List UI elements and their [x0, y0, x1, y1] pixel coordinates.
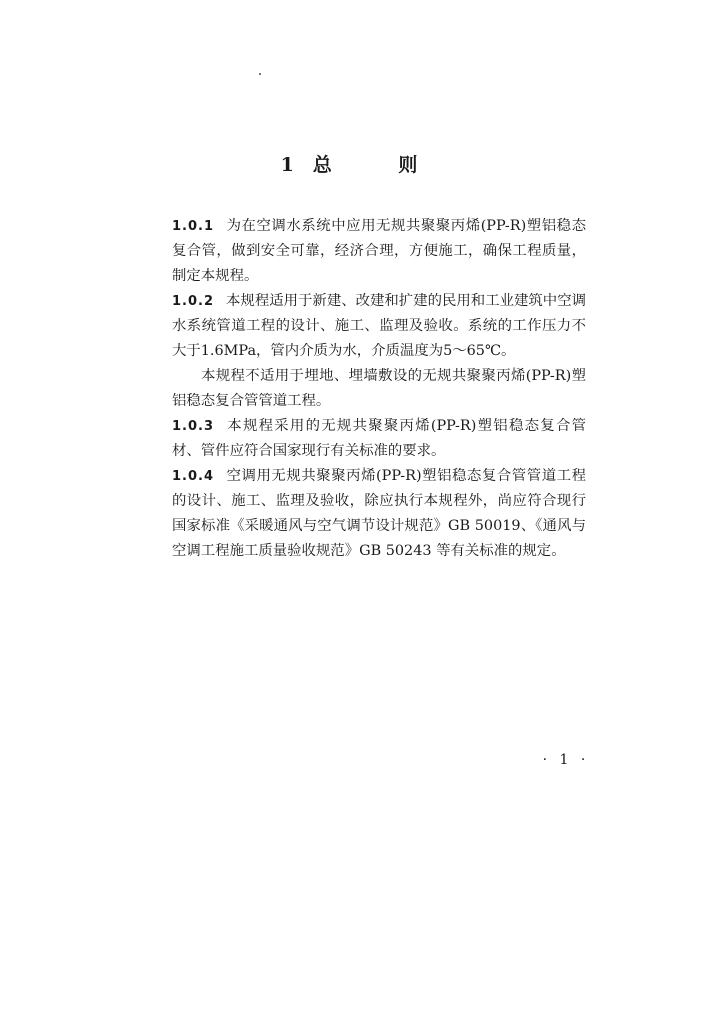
clause-1-0-2-continuation — [172, 364, 586, 414]
chapter-heading — [0, 150, 728, 177]
clause-text: 本规程采用的无规共聚聚丙烯(PP-R)塑铝稳态复合管材、管件应符合国家现行有关标准的要求。 — [172, 418, 586, 459]
clause-number: 1.0.1 — [172, 219, 215, 234]
scan-speck — [259, 73, 261, 75]
chapter-body — [172, 214, 586, 564]
page-number: · 1 · — [542, 752, 590, 768]
clause-text: 为在空调水系统中应用无规共聚聚丙烯(PP-R)塑铝稳态复合管，做到安全可靠，经济合理，方便施工，确保工程质量，制定本规程。 — [172, 218, 586, 284]
clause-text: 本规程适用于新建、改建和扩建的民用和工业建筑中空调水系统管道工程的设计、施工、监理及验收。系统的工作压力不大于1.6MPa，管内介质为水，介质温度为5～65℃。 — [172, 293, 586, 359]
clause-1-0-1 — [172, 214, 586, 289]
chapter-title-text: 总 则 — [312, 154, 448, 176]
clause-number: 1.0.2 — [172, 294, 215, 309]
clause-1-0-2 — [172, 289, 586, 364]
clause-number: 1.0.3 — [172, 419, 215, 434]
clause-number: 1.0.4 — [172, 469, 215, 484]
clause-text: 本规程不适用于埋地、埋墙敷设的无规共聚聚丙烯(PP-R)塑铝稳态复合管管道工程。 — [172, 368, 586, 409]
clause-1-0-4 — [172, 464, 586, 564]
clause-1-0-3 — [172, 414, 586, 464]
clause-text: 空调用无规共聚聚丙烯(PP-R)塑铝稳态复合管管道工程的设计、施工、监理及验收，除应执行本规程外，尚应符合现行国家标准《采暖通风与空气调节设计规范》GB 50019、《通风与空调工程施工质量验收规范》GB 50243 等有关标准的规定。 — [172, 468, 586, 559]
chapter-number: 1 — [280, 154, 295, 176]
